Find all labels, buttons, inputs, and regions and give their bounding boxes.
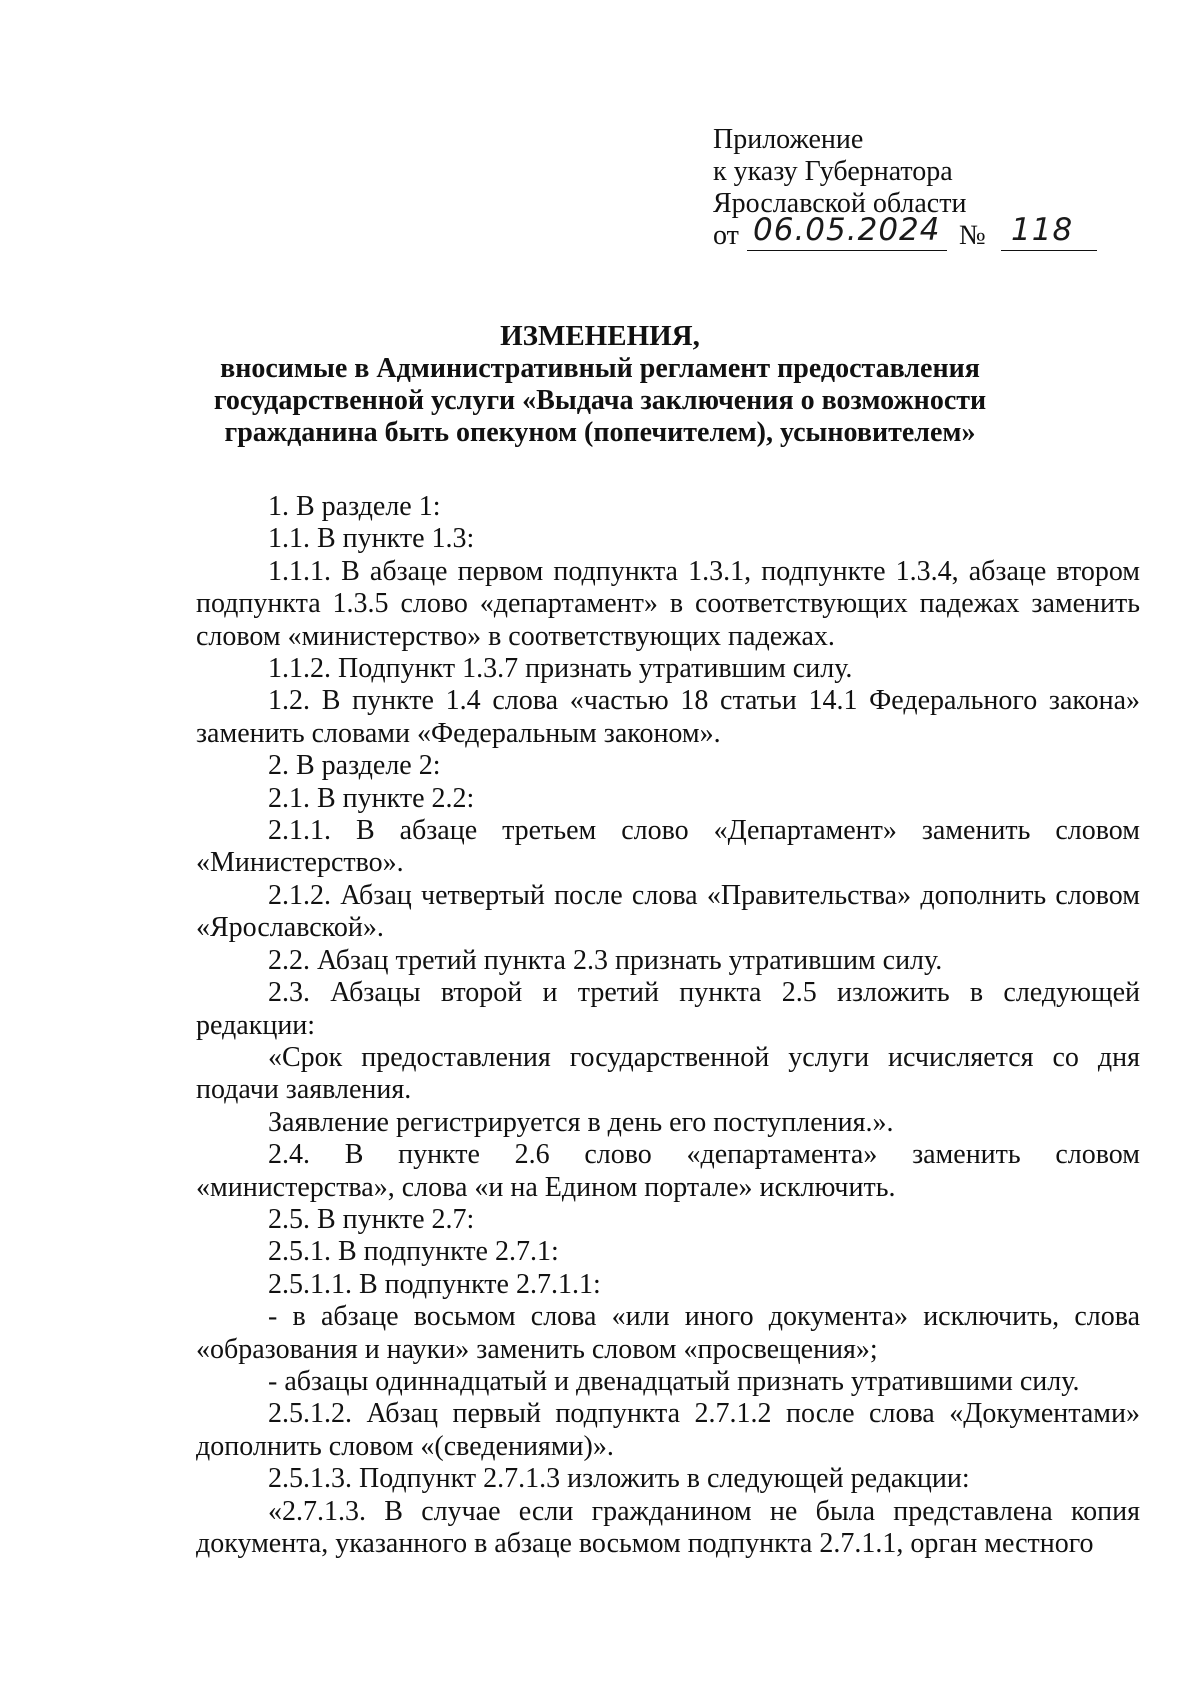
paragraph: 2.5. В пункте 2.7:	[268, 1203, 475, 1235]
paragraph: Заявление регистрируется в день его поступления.».	[268, 1106, 894, 1138]
paragraph: 2.1. В пункте 2.2:	[268, 782, 475, 814]
attachment-block	[713, 124, 1074, 256]
attachment-region: Ярославской области	[713, 188, 967, 219]
paragraph: 1.2. В пункте 1.4 слова «частью 18 статьи 14.1 Федерального закона» заменить словами «Федеральным законом».	[196, 685, 1140, 749]
number-underline	[1001, 250, 1097, 251]
document-body	[196, 491, 1140, 1560]
attachment-label: Приложение	[713, 124, 864, 155]
handwritten-date: 06.05.2024	[753, 212, 941, 248]
number-prefix: №	[959, 220, 986, 251]
paragraph: - в абзаце восьмом слова «или иного документа» исключить, слова «образования и науки» заменить словом «просвещения»;	[196, 1301, 1140, 1365]
paragraph: 2.5.1.2. Абзац первый подпункта 2.7.1.2 после слова «Документами» дополнить словом «(сведениями)».	[196, 1398, 1140, 1462]
paragraph: 2. В разделе 2:	[268, 750, 441, 782]
attachment-decree-ref: к указу Губернатора	[713, 156, 953, 187]
paragraph: 2.5.1.1. В подпункте 2.7.1.1:	[268, 1268, 601, 1300]
paragraph: «2.7.1.3. В случае если гражданином не была представлена копия документа, указанного в абзаце восьмом подпункта 2.7.1.1, орган местного	[196, 1495, 1140, 1559]
paragraph: - абзацы одиннадцатый и двенадцатый признать утратившими силу.	[268, 1365, 1080, 1397]
paragraph: «Срок предоставления государственной услуги исчисляется со дня подачи заявления.	[196, 1041, 1140, 1106]
paragraph: 2.3. Абзацы второй и третий пункта 2.5 изложить в следующей редакции:	[196, 977, 1140, 1041]
handwritten-number: 118	[1011, 212, 1074, 248]
heading-subtitle-line-2: государственной услуги «Выдача заключения о возможности	[213, 385, 987, 416]
paragraph: 1. В разделе 1:	[268, 491, 441, 522]
paragraph: 1.1. В пункте 1.3:	[268, 523, 475, 555]
heading-subtitle-line-3: гражданина быть опекуном (попечителем), усыновителем»	[224, 417, 976, 448]
paragraph: 2.4. В пункте 2.6 слово «департамента» заменить словом «министерства», слова «и на Едином портале» исключить.	[196, 1139, 1140, 1203]
paragraph: 1.1.1. В абзаце первом подпункта 1.3.1, подпункте 1.3.4, абзаце втором подпункта 1.3.5 слово «департамент» в соответствующих падежах заменить словом «министерство» в соответствующих падежах.	[196, 555, 1140, 652]
heading-title: ИЗМЕНЕНИЯ,	[500, 320, 700, 352]
heading-subtitle-line-1: вносимые в Административный регламент предоставления	[220, 353, 980, 384]
date-prefix: от	[713, 220, 739, 251]
paragraph: 2.2. Абзац третий пункта 2.3 признать утратившим силу.	[268, 944, 943, 976]
paragraph: 2.5.1.3. Подпункт 2.7.1.3 изложить в следующей редакции:	[268, 1463, 970, 1495]
paragraph: 2.5.1. В подпункте 2.7.1:	[268, 1236, 559, 1268]
paragraph: 2.1.1. В абзаце третьем слово «Департамент» заменить словом «Министерство».	[196, 815, 1140, 879]
date-underline	[747, 250, 947, 251]
paragraph: 2.1.2. Абзац четвертый после слова «Правительства» дополнить словом «Ярославской».	[196, 879, 1140, 944]
date-number-row	[713, 212, 1074, 256]
document-heading	[150, 320, 1050, 449]
paragraph: 1.1.2. Подпункт 1.3.7 признать утратившим силу.	[268, 653, 853, 685]
